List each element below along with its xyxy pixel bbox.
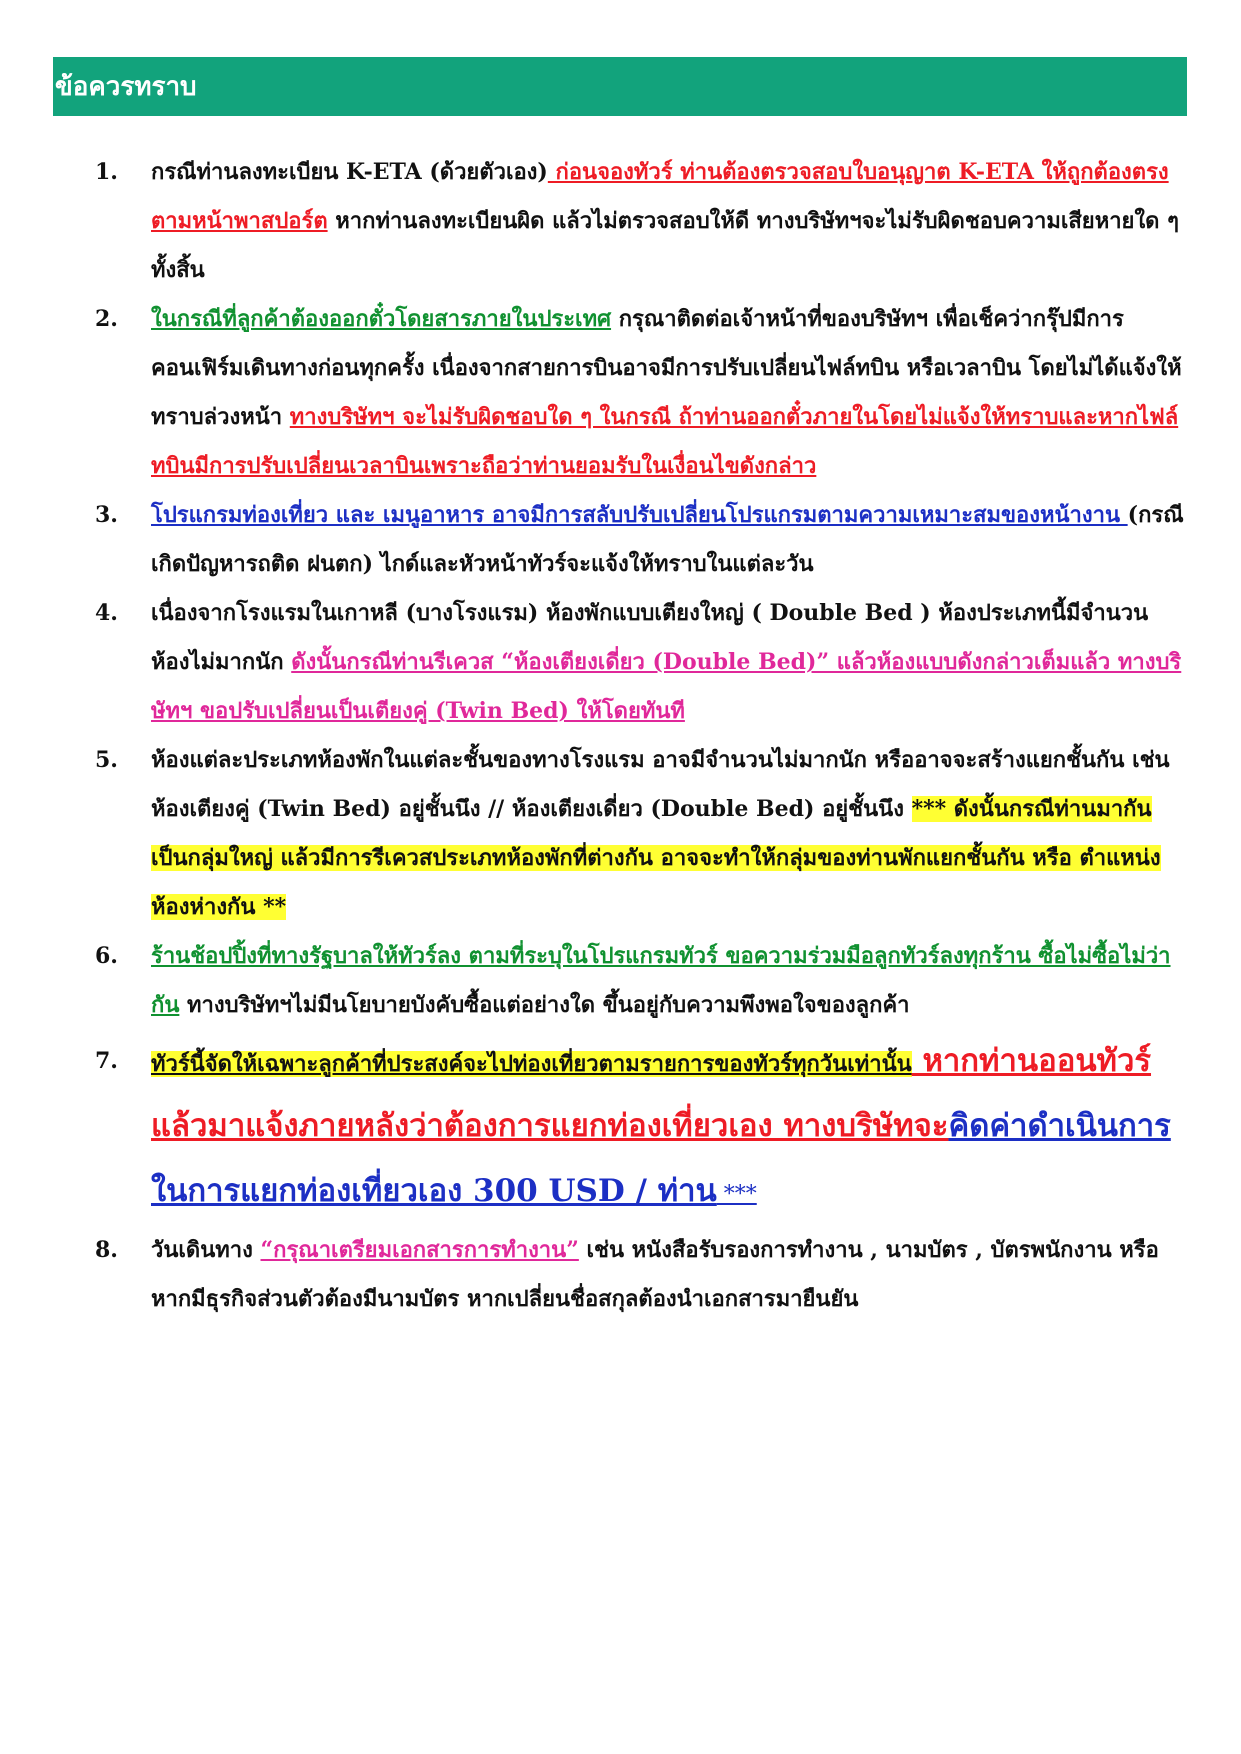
item-number: 4. [95, 600, 118, 626]
text-segment: หากท่านลงทะเบียนผิด แล้วไม่ตรวจสอบให้ดี ทางบริษัทฯจะไม่รับผิดชอบความเสียหายใด ๆ ทั้งสิ้น [151, 208, 1179, 283]
section-title: ข้อควรทราบ [55, 71, 197, 102]
text-segment: วันเดินทาง [151, 1237, 261, 1263]
text-segment: กรุณาติดต่อเจ้าหน้าที่ของบริษัทฯ เพื่อเช็คว่ากรุ๊ปมีการคอนเฟิร์มเดินทางก่อนทุกครั้ง เนื่องจากสายการบินอาจมีการปรับเปลี่ยนไฟล์ทบิน หรือเวลาบิน โดยไม่ได้แจ้งให้ทราบล่วงหน้า [151, 306, 1182, 430]
text-segment-blue: โปรแกรมท่องเที่ยว และ เมนูอาหาร อาจมีการสลับปรับเปลี่ยนโปรแกรมตามความเหมาะสมของหน้างาน [151, 502, 1128, 528]
text-segment-pink: “กรุณาเตรียมเอกสารการทำงาน” [260, 1237, 579, 1263]
item-text [151, 491, 1185, 589]
text-segment: ทางบริษัทฯไม่มีนโยบายบังคับซื้อแต่อย่างใด ขึ้นอยู่กับความพึงพอใจของลูกค้า [179, 992, 910, 1018]
text-segment: กรณีท่านลงทะเบียน K-ETA (ด้วยตัวเอง) [151, 159, 548, 185]
text-segment-blue: *** [716, 1182, 757, 1207]
item-number: 6. [95, 943, 118, 969]
text-segment-red-large: หากท่านออนทัวร์แล้วมาแจ้งภายหลังว่าต้องการแยกท่องเที่ยวเอง ทางบริษัทจะ [151, 1043, 1152, 1144]
list-item [95, 736, 1185, 932]
list-item [95, 1226, 1185, 1324]
item-number: 1. [95, 159, 118, 185]
item-text [151, 1226, 1185, 1324]
text-segment: เช่น หนังสือรับรองการทำงาน , นามบัตร , บัตรพนักงาน หรือหากมีธุรกิจส่วนตัวต้องมีนามบัตร หากเปลี่ยนชื่อสกุลต้องนำเอกสารมายืนยัน [151, 1237, 1159, 1312]
item-number: 3. [95, 502, 118, 528]
item-text [151, 148, 1185, 295]
text-segment: (กรณีเกิดปัญหารถติด ฝนตก) ไกด์และหัวหน้าทัวร์จะแจ้งให้ทราบในแต่ละวัน [151, 502, 1184, 577]
item-number: 7. [95, 1048, 118, 1074]
text-segment-highlight: ทัวร์นี้จัดให้เฉพาะลูกค้าที่ประสงค์จะไปท่องเที่ยวตามรายการของทัวร์ทุกวันเท่านั้น [151, 1051, 912, 1077]
text-segment-red: ก่อนจองทัวร์ ท่านต้องตรวจสอบใบอนุญาต K-ETA ให้ถูกต้องตรงตามหน้าพาสปอร์ต [151, 159, 1169, 234]
text-segment-green: ร้านช้อปปิ้งที่ทางรัฐบาลให้ทัวร์ลง ตามที่ระบุในโปรแกรมทัวร์ ขอความร่วมมือลูกทัวร์ลงทุกร้าน ซื้อไม่ซื้อไม่ว่ากัน [151, 943, 1171, 1018]
list-item [95, 1030, 1185, 1226]
item-number: 2. [95, 306, 118, 332]
list-item [95, 932, 1185, 1030]
item-number: 8. [95, 1237, 118, 1263]
section-header [53, 57, 1187, 116]
item-number: 5. [95, 747, 118, 773]
item-text [151, 1030, 1185, 1226]
list-item [95, 589, 1185, 736]
item-text [151, 295, 1185, 491]
text-segment: ห้องแต่ละประเภทห้องพักในแต่ละชั้นของทางโรงแรม อาจมีจำนวนไม่มากนัก หรืออาจจะสร้างแยกชั้นกัน เช่น ห้องเตียงคู่ (Twin Bed) อยู่ชั้นนึง // ห้องเตียงเดี่ยว (Double Bed) อยู่ชั้นนึง [151, 747, 1170, 822]
notes-list [95, 148, 1185, 1324]
text-segment-blue-large: คิดค่าดำเนินการในการแยกท่องเที่ยวเอง 300 USD / ท่าน [151, 1108, 1171, 1209]
text-segment-pink: ดังนั้นกรณีท่านรีเควส “ห้องเตียงเดี่ยว (Double Bed)” แล้วห้องแบบดังกล่าวเต็มแล้ว ทางบริษัทฯ ขอปรับเปลี่ยนเป็นเตียงคู่ (Twin Bed) ให้โดยทันที [151, 649, 1182, 724]
text-segment: เนื่องจากโรงแรมในเกาหลี (บางโรงแรม) ห้องพักแบบเตียงใหญ่ ( Double Bed ) ห้องประเภทนี้มีจำนวนห้องไม่มากนัก [151, 600, 1149, 675]
list-item [95, 295, 1185, 491]
text-segment-highlight: *** ดังนั้นกรณีท่านมากันเป็นกลุ่มใหญ่ แล้วมีการรีเควสประเภทห้องพักที่ต่างกัน อาจจะทำให้กลุ่มของท่านพักแยกชั้นกัน หรือ ตำแหน่งห้องห่างกัน ** [151, 796, 1161, 920]
item-text [151, 589, 1185, 736]
item-text [151, 736, 1185, 932]
list-item [95, 148, 1185, 295]
text-segment-red: ทางบริษัทฯ จะไม่รับผิดชอบใด ๆ ในกรณี ถ้าท่านออกตั๋วภายในโดยไม่แจ้งให้ทราบและหากไฟล์ทบินมีการปรับเปลี่ยนเวลาบินเพราะถือว่าท่านยอมรับในเงื่อนไขดังกล่าว [151, 404, 1179, 479]
list-item [95, 491, 1185, 589]
item-text [151, 932, 1185, 1030]
text-segment-green: ในกรณีที่ลูกค้าต้องออกตั๋วโดยสารภายในประเทศ [151, 306, 612, 332]
